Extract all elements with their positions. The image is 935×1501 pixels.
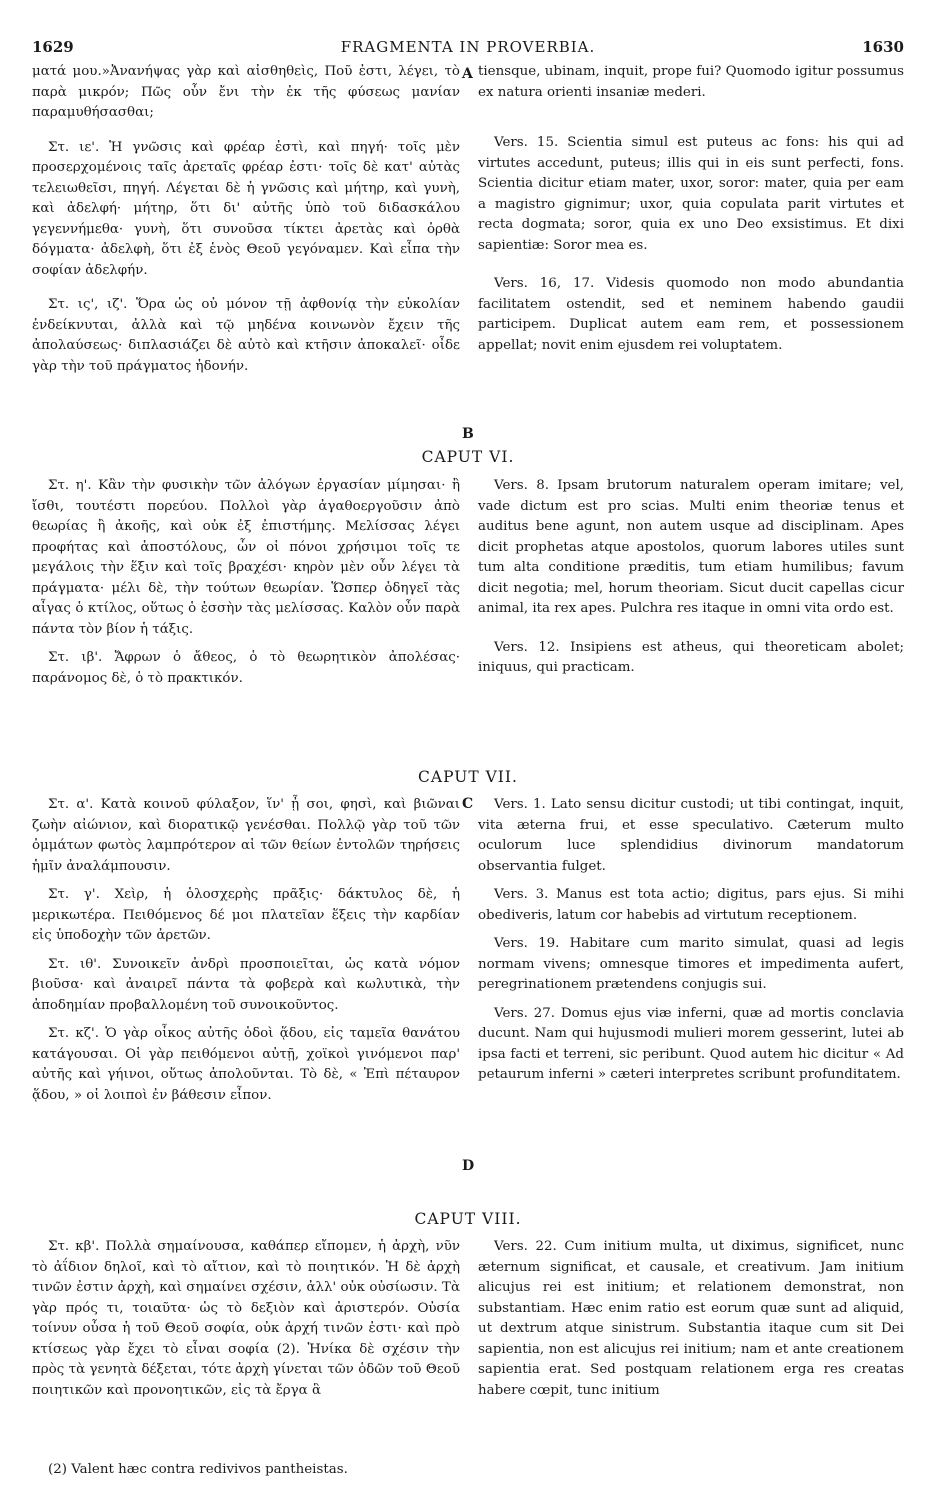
margin-marker-a: A bbox=[462, 66, 473, 82]
latin-column-section0 bbox=[478, 62, 904, 364]
greek-paragraph: Στ. ιε'. Ἡ γνῶσις καὶ φρέαρ ἐστὶ, καὶ πηγή· τοῖς μὲν προσερχομένοις ταῖς ἀρεταῖς φρέαρ ἐστι· τοῖς δὲ κατ' αὐτὰς τελειωθεῖσι, πηγή. Λέγεται δὲ ἡ γνῶσις καὶ μήτηρ, καὶ γυνὴ, καὶ ἀδελφή· μήτηρ, ὅτι δι' αὐτῆς ὑπὸ τοῦ διδασκάλου γεγεννήμεθα· γυνὴ, ὅτι συνοῦσα τίκτει ἀρετὰς καὶ ὀρθὰ δόγματα· ἀδελφὴ, ὅτι ἐξ ἑνὸς Θεοῦ γεγόναμεν. Καὶ εἶπα τὴν σοφίαν ἀδελφήν. bbox=[32, 139, 460, 278]
greek-paragraph: Στ. ις', ιζ'. Ὅρα ὡς οὐ μόνον τῇ ἀφθονίᾳ τὴν εὐκολίαν ἐνδείκνυται, ἀλλὰ καὶ τῷ μηδένα κοινωνὸν ἔχειν τῆς ἀπολαύσεως· διπλασιάζει δὲ αὐτὸ καὶ κτῆσιν ἀποκαλεῖ· οἶδε γὰρ τὴν τοῦ πράγματος ἡδονήν. bbox=[32, 297, 460, 374]
latin-column-caput7 bbox=[478, 795, 904, 1094]
latin-paragraph: Vers. 19. Habitare cum marito simulat, quasi ad legis normam vivens; omnesque timores et impedimenta aufert, peregrinationem prætendens conjugis sui. bbox=[478, 936, 904, 992]
greek-column-caput7 bbox=[32, 795, 460, 1114]
latin-paragraph: Vers. 12. Insipiens est atheus, qui theoreticam abolet; iniquus, qui practicam. bbox=[478, 639, 904, 675]
chapter-heading: CAPUT VI. bbox=[421, 448, 515, 466]
greek-column-caput8 bbox=[32, 1237, 460, 1409]
margin-marker-b: B bbox=[462, 426, 474, 442]
greek-paragraph: Στ. α'. Κατὰ κοινοῦ φύλαξον, ἵν' ᾖ σοι, φησὶ, καὶ βιῶναι ζωὴν αἰώνιον, καὶ διορατικῷ γενέσθαι. Πολλῷ γὰρ τοῦ τῶν ὀμμάτων φωτὸς λαμπρότερον αἱ τῶν θείων ἐντολῶν τηρήσεις ἡμῖν ἀναλάμπουσιν. bbox=[32, 797, 460, 874]
latin-paragraph: Vers. 16, 17. Videsis quomodo non modo abundantia facilitatem ostendit, sed et neminem habendo gaudii participem. Duplicat autem eam rem, et possessionem appellat; novit enim ejusdem rei voluptatem. bbox=[478, 276, 904, 353]
greek-paragraph: Στ. η'. Κἂν τὴν φυσικὴν τῶν ἀλόγων ἐργασίαν μίμησαι· ἢ ἴσθι, τουτέστι πορεύου. Πολλοὶ γὰρ ἀγαθοεργοῦσιν ἀπὸ θεωρίας ἢ ἀκοῆς, καὶ οὐκ ἐξ ἐπιστήμης. Μελίσσας λέγει προφήτας καὶ ἀποστόλους, ὧν οἱ πόνοι χρήσιμοι τοῖς τε μεγάλοις τὴν ἕξιν καὶ τοῖς βραχέσι· κηρὸν μὲν οὖν λέγει τὰ πράγματα· μέλι δὲ, τὴν τούτων θεωρίαν. Ὥσπερ ὁδηγεῖ τὰς αἶγας ὁ κτίλος, οὕτως ὁ ἐσσὴν τὰς μελίσσας. Καλὸν οὖν παρὰ πάντα τὸν βίον ἡ τάξις. bbox=[32, 478, 460, 637]
latin-column-caput6 bbox=[478, 476, 904, 687]
margin-marker-d: D bbox=[462, 1158, 475, 1174]
latin-paragraph: tiensque, ubinam, inquit, prope fui? Quomodo igitur possumus ex natura orienti insaniæ mederi. bbox=[478, 64, 904, 100]
margin-marker-c: C bbox=[462, 796, 474, 812]
greek-paragraph: Στ. ιθ'. Συνοικεῖν ἀνδρὶ προσποιεῖται, ὡς κατὰ νόμον βιοῦσα· καὶ ἀναιρεῖ πάντα τὰ φοβερὰ καὶ κωλυτικὰ, τὴν ἀποδημίαν προβαλλομένη τοῦ συνοικοῦντος. bbox=[32, 956, 460, 1013]
greek-paragraph: Στ. κβ'. Πολλὰ σημαίνουσα, καθάπερ εἴπομεν, ἡ ἀρχὴ, νῦν τὸ ἀΐδιον δηλοῖ, καὶ τὸ αἴτιον, καὶ τὸ ποιητικόν. Ἡ δὲ ἀρχὴ τινῶν ἐστιν ἀρχὴ, καὶ σημαίνει σχέσιν, ἀλλ' οὐκ οὐσίωσιν. Τὰ γὰρ πρός τι, τοιαῦτα· ὡς τὸ δεξιὸν καὶ ἀριστερόν. Οὐσία τοίνυν οὖσα ἡ τοῦ Θεοῦ σοφία, οὐκ ἀρχή τινῶν ἐστι· καὶ πρὸ κτίσεως γὰρ ἔχει τὸ εἶναι σοφία (2). Ἡνίκα δὲ σχέσιν τὴν πρὸς τὰ γενητὰ δέξεται, τότε ἀρχὴ γίνεται τῶν ὁδῶν τοῦ Θεοῦ ποιητικῶν καὶ προνοητικῶν, εἰς τὰ ἔργα ἃ bbox=[32, 1239, 460, 1398]
greek-paragraph: Στ. κζ'. Ὁ γὰρ οἶκος αὐτῆς ὁδοὶ ᾅδου, εἰς ταμεῖα θανάτου κατάγουσαι. Οἱ γὰρ πειθόμενοι αὐτῇ, χοϊκοὶ γινόμενοι παρ' αὐτῆς καὶ γήινοι, οὕτως ἀπολοῦνται. Τὸ δὲ, « Ἐπὶ πέταυρον ᾅδου, » οἱ λοιποὶ ἐν βάθεσιν εἶπον. bbox=[32, 1026, 460, 1103]
footnote: (2) Valent hæc contra redivivos pantheistas. bbox=[48, 1462, 348, 1477]
latin-paragraph: Vers. 27. Domus ejus viæ inferni, quæ ad mortis conclavia ducunt. Nam qui hujusmodi mulieri morem gesserint, lutei ab ipsa facti et terreni, sic peribunt. Quod autem hic dicitur « Ad petaurum inferni » cæteri interpretes scribunt profunditatem. bbox=[478, 1005, 904, 1082]
latin-paragraph: Vers. 15. Scientia simul est puteus ac fons: his qui ad virtutes accedunt, puteus; illis qui in eis sunt perfecti, fons. Scientia dicitur etiam mater, uxor, soror: mater, quia per eam a magistro gignimur; uxor, quia copulata parit virtutes et recta dogmata; soror, quia ex uno Deo exsistimus. Et dixi sapientiæ: Soror mea es. bbox=[478, 135, 904, 253]
latin-column-caput8 bbox=[478, 1237, 904, 1409]
greek-paragraph: Στ. γ'. Χεὶρ, ἡ ὁλοσχερὴς πρᾶξις· δάκτυλος δὲ, ἡ μερικωτέρα. Πειθόμενος δέ μοι πλατεῖαν ἕξεις τὴν καρδίαν εἰς ὑποδοχὴν τῶν ἀρετῶν. bbox=[32, 887, 460, 943]
latin-paragraph: Vers. 1. Lato sensu dicitur custodi; ut tibi contingat, inquit, vita æterna frui, et esse speculativo. Cæterum multo oculorum luce splendidius divinorum mandatorum observantia fulget. bbox=[478, 797, 904, 874]
greek-column-caput6 bbox=[32, 476, 460, 697]
latin-paragraph: Vers. 8. Ipsam brutorum naturalem operam imitare; vel, vade dictum est pro scias. Multi enim theoriæ tenus et auditus bene agunt, non autem usque ad disciplinam. Apes dicit prophetas atque apostolos, quorum labores utiles sunt tum alta conditione præditis, tum etiam humilibus; favum dicit negotia; mel, horum theoriam. Sicut ducit capellas cicur animal, ita rex apes. Pulchra res itaque in omni vita ordo est. bbox=[478, 478, 904, 616]
latin-paragraph: Vers. 3. Manus est tota actio; digitus, pars ejus. Si mihi obediveris, latum cor habebis ad virtutum receptionem. bbox=[478, 887, 904, 923]
left-page-number: 1629 bbox=[32, 38, 74, 56]
running-title: FRAGMENTA IN PROVERBIA. bbox=[340, 38, 596, 56]
greek-paragraph: ματά μου.»Ἀνανήψας γὰρ καὶ αἰσθηθεὶς, Ποῦ ἐστι, λέγει, τὸ παρὰ μικρόν; Πῶς οὖν ἔνι τὴν ἐκ τῆς φύσεως μανίαν παραμυθήσασθαι; bbox=[32, 64, 460, 120]
latin-paragraph: Vers. 22. Cum initium multa, ut diximus, significet, nunc æternum significat, et causale, et creativum. Jam initium alicujus rei est initium; et relationem demonstrat, non substantiam. Hæc enim ratio est eorum quæ sunt ad aliquid, ut dextrum atque sinistrum. Substantia itaque cum sit Dei sapientia, non est alicujus rei initium; nam et ante creationem sapientia erat. Sed postquam relationem erga res creatas habere cœpit, tunc initium bbox=[478, 1239, 904, 1398]
page-header bbox=[32, 38, 904, 58]
chapter-heading: CAPUT VII. bbox=[418, 768, 518, 786]
greek-paragraph: Στ. ιβ'. Ἄφρων ὁ ἄθεος, ὁ τὸ θεωρητικὸν ἀπολέσας· παράνομος δὲ, ὁ τὸ πρακτικόν. bbox=[32, 650, 460, 686]
greek-column-section0 bbox=[32, 62, 460, 385]
chapter-heading: CAPUT VIII. bbox=[414, 1210, 522, 1228]
right-page-number: 1630 bbox=[862, 38, 904, 56]
